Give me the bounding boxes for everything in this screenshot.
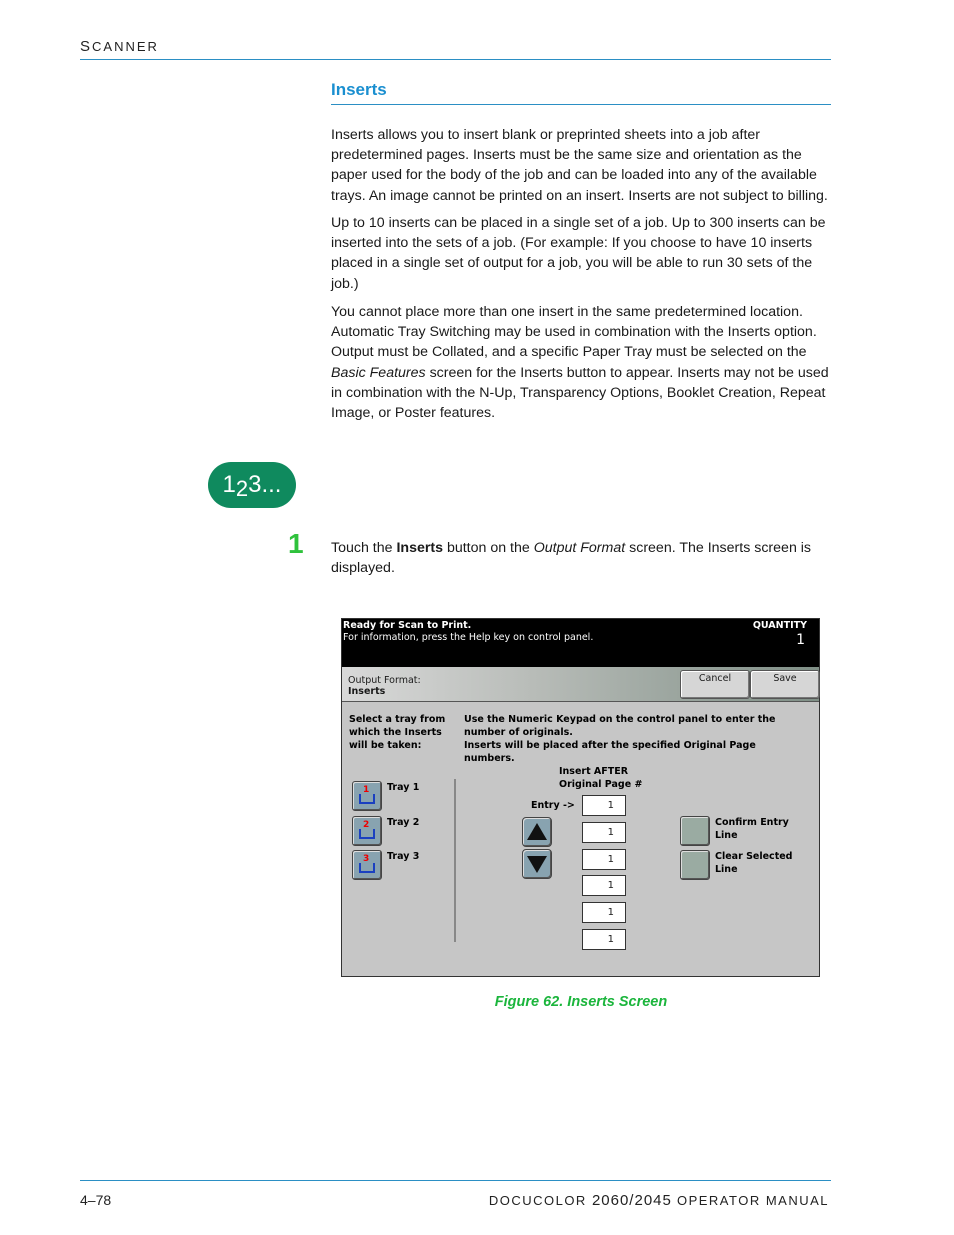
tray-3-label: Tray 3	[387, 851, 420, 862]
screen-title-1: Output Format:	[348, 675, 421, 686]
insert-field-1[interactable]: 1	[582, 795, 626, 816]
header-rule	[80, 59, 831, 60]
insert-field-5[interactable]: 1	[582, 902, 626, 923]
screen-title-2: Inserts	[348, 686, 386, 697]
status-line-2: For information, press the Help key on control panel.	[343, 632, 594, 643]
clear-selected-label: Clear Selected Line	[715, 851, 793, 875]
insert-field-6[interactable]: 1	[582, 929, 626, 950]
page-number: 4–78	[80, 1192, 112, 1208]
column-heading-2: Original Page #	[559, 779, 643, 790]
paragraph-2: Up to 10 inserts can be placed in a single set of a job. Up to 300 inserts can be inserted into the sets of a job. (For example: If you choose to have 10 inserts placed in a single set of output for a job, you will be able to run 30 sets of the job.)	[331, 215, 826, 292]
confirm-entry-button[interactable]	[680, 816, 710, 846]
inserts-screen	[341, 618, 820, 977]
insert-field-3[interactable]: 1	[582, 849, 626, 870]
tray-1-button[interactable]: 1	[352, 781, 382, 811]
tray-icon	[359, 863, 375, 873]
save-button[interactable]: Save	[750, 670, 820, 699]
tray-icon	[359, 829, 375, 839]
quantity-value: 1	[796, 632, 805, 648]
tray-icon	[359, 794, 375, 804]
title-bar	[342, 667, 819, 702]
paragraph-1: Inserts allows you to insert blank or preprinted sheets into a job after predetermined pages. Inserts must be the same size and orientation as the paper used for the body of the job and can be loaded into any of the available trays. An image cannot be printed on an insert. Inserts are not subject to billing.	[331, 127, 828, 204]
status-line-1: Ready for Scan to Print.	[343, 620, 472, 631]
insert-field-4[interactable]: 1	[582, 875, 626, 896]
status-bar	[342, 619, 819, 667]
column-heading-1: Insert AFTER	[559, 766, 629, 777]
tray-2-button[interactable]: 2	[352, 816, 382, 846]
figure-caption: Figure 62. Inserts Screen	[494, 994, 668, 1010]
footer-rule	[80, 1180, 831, 1181]
confirm-entry-label: Confirm Entry Line	[715, 817, 789, 841]
section-title: Inserts	[331, 80, 387, 99]
steps-badge-icon: 123...	[208, 462, 296, 508]
tray-3-button[interactable]: 3	[352, 850, 382, 880]
tray-2-label: Tray 2	[387, 817, 420, 828]
cancel-button[interactable]: Cancel	[680, 670, 750, 699]
clear-selected-line-button[interactable]	[680, 850, 710, 880]
section-rule	[331, 104, 831, 105]
tray-instructions: Select a tray from which the Inserts will be taken:	[349, 714, 446, 751]
arrow-up-icon	[523, 818, 551, 846]
step-number: 1	[288, 528, 304, 559]
scroll-down-button[interactable]	[522, 849, 552, 879]
quantity-label: QUANTITY	[752, 620, 807, 631]
vertical-divider	[454, 779, 456, 942]
paragraph-3: You cannot place more than one insert in the same predetermined location. Automatic Tray Switching may be used in combination with the Inserts option. Output must be Collated, and a specific Paper Tray must be selected on the Basic Features screen for the Inserts button to appear. Inserts may not be used in combination with the N-Up, Transparency Options, Booklet Creation, Repeat Image, or Poster features.	[331, 304, 829, 422]
running-header: SCANNER	[80, 38, 159, 55]
scroll-up-button[interactable]	[522, 817, 552, 847]
step-1-text: Touch the Inserts button on the Output Format screen. The Inserts screen is displayed.	[331, 540, 812, 577]
tray-1-label: Tray 1	[387, 782, 420, 793]
arrow-down-icon	[523, 850, 551, 878]
keypad-instructions: Use the Numeric Keypad on the control panel to enter the number of originals. Inserts will be placed after the specified Original Page numbers.	[464, 714, 776, 764]
entry-label: Entry ->	[531, 800, 575, 811]
insert-field-2[interactable]: 1	[582, 822, 626, 843]
manual-title: DOCUCOLOR 2060/2045 OPERATOR MANUAL	[488, 1192, 829, 1209]
